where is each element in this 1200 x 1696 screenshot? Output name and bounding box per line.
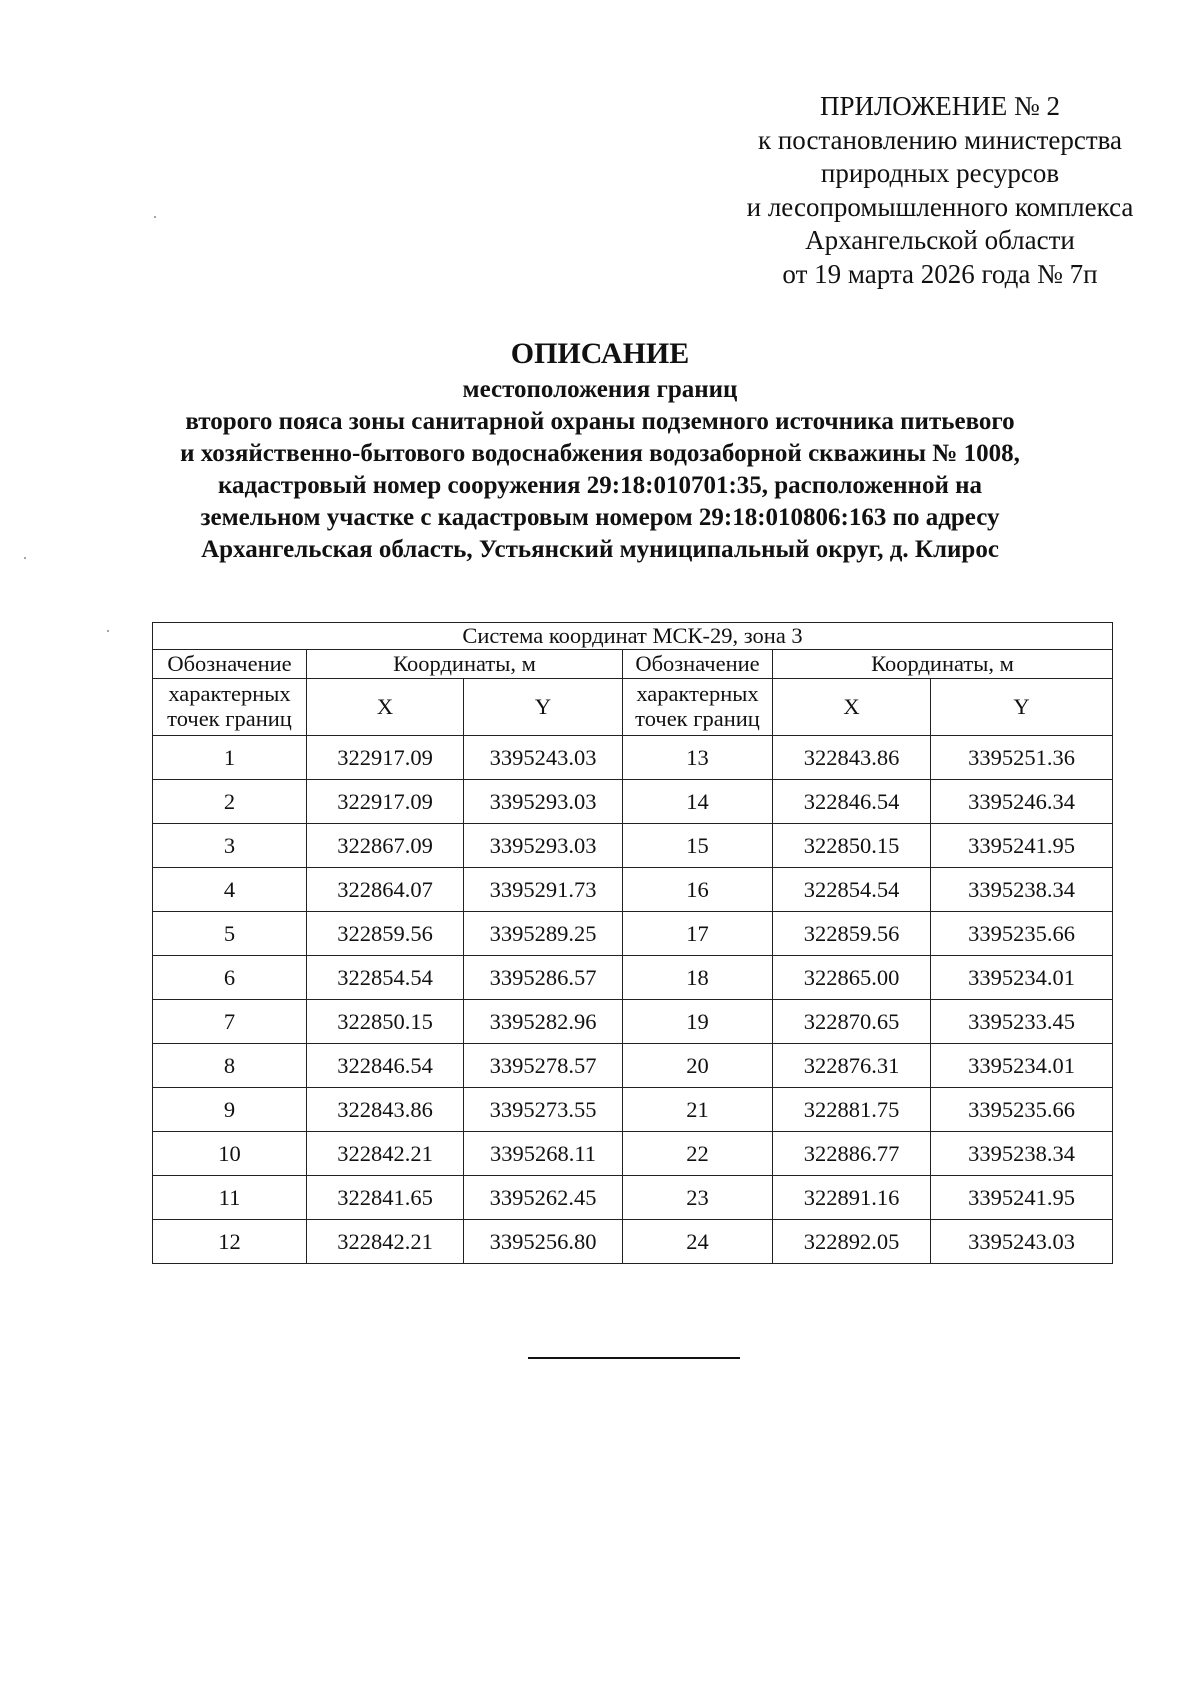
y-coordinate-cell: 3395289.25 <box>464 912 623 956</box>
point-number-cell: 17 <box>623 912 773 956</box>
y-coordinate-cell: 3395278.57 <box>464 1044 623 1088</box>
document-heading <box>80 336 1120 566</box>
point-number-cell: 2 <box>153 780 307 824</box>
coordinates-header-left: Координаты, м <box>307 650 623 679</box>
x-coordinate-cell: 322843.86 <box>307 1088 464 1132</box>
point-number-cell: 7 <box>153 1000 307 1044</box>
point-label-line: характерных <box>636 681 759 706</box>
point-number-cell: 4 <box>153 868 307 912</box>
coordinates-table <box>152 622 1113 1264</box>
point-number-cell: 15 <box>623 824 773 868</box>
document-title: ОПИСАНИЕ <box>510 337 690 370</box>
appendix-line: и лесопромышленного комплекса <box>746 191 1134 222</box>
point-number-cell: 12 <box>153 1220 307 1264</box>
table-row <box>153 1000 1113 1044</box>
y-coordinate-cell: 3395235.66 <box>931 1088 1113 1132</box>
table-row <box>153 956 1113 1000</box>
scan-speck <box>24 557 26 559</box>
table-row <box>153 780 1113 824</box>
x-coordinate-cell: 322854.54 <box>773 868 931 912</box>
y-coordinate-cell: 3395233.45 <box>931 1000 1113 1044</box>
y-coordinate-cell: 3395238.34 <box>931 1132 1113 1176</box>
heading-line: второго пояса зоны санитарной охраны подземного источника питьевого <box>185 408 1015 435</box>
appendix-title: ПРИЛОЖЕНИЕ № 2 <box>819 91 1061 121</box>
point-label-line: точек границ <box>167 706 292 731</box>
point-number-cell: 3 <box>153 824 307 868</box>
y-coordinate-cell: 3395256.80 <box>464 1220 623 1264</box>
point-number-cell: 5 <box>153 912 307 956</box>
coordinates-header-right: Координаты, м <box>773 650 1113 679</box>
x-coordinate-cell: 322842.21 <box>307 1220 464 1264</box>
closing-rule <box>528 1357 740 1359</box>
table-row <box>153 1044 1113 1088</box>
point-number-cell: 11 <box>153 1176 307 1220</box>
coordinates-table-body <box>153 736 1113 1264</box>
scan-speck <box>154 216 156 218</box>
point-label-subheader-left <box>153 679 307 736</box>
point-number-cell: 14 <box>623 780 773 824</box>
x-coordinate-cell: 322886.77 <box>773 1132 931 1176</box>
x-coordinate-cell: 322865.00 <box>773 956 931 1000</box>
y-coordinate-cell: 3395268.11 <box>464 1132 623 1176</box>
x-coordinate-cell: 322850.15 <box>307 1000 464 1044</box>
coordinate-system-header: Система координат МСК-29, зона 3 <box>153 623 1113 650</box>
x-coordinate-cell: 322843.86 <box>773 736 931 780</box>
y-header-left: Y <box>464 679 623 736</box>
y-coordinate-cell: 3395243.03 <box>931 1220 1113 1264</box>
y-coordinate-cell: 3395234.01 <box>931 956 1113 1000</box>
point-label-subheader-right <box>623 679 773 736</box>
point-number-cell: 22 <box>623 1132 773 1176</box>
point-number-cell: 16 <box>623 868 773 912</box>
table-row <box>153 1132 1113 1176</box>
point-number-cell: 19 <box>623 1000 773 1044</box>
y-coordinate-cell: 3395293.03 <box>464 824 623 868</box>
y-header-right: Y <box>931 679 1113 736</box>
appendix-line: Архангельской области <box>805 225 1075 255</box>
x-coordinate-cell: 322917.09 <box>307 780 464 824</box>
point-number-cell: 23 <box>623 1176 773 1220</box>
y-coordinate-cell: 3395234.01 <box>931 1044 1113 1088</box>
table-row <box>153 1176 1113 1220</box>
appendix-date-line: от 19 марта 2026 года № 7п <box>782 258 1098 289</box>
x-coordinate-cell: 322841.65 <box>307 1176 464 1220</box>
x-coordinate-cell: 322891.16 <box>773 1176 931 1220</box>
y-coordinate-cell: 3395286.57 <box>464 956 623 1000</box>
x-header-left: X <box>307 679 464 736</box>
point-number-cell: 9 <box>153 1088 307 1132</box>
x-coordinate-cell: 322917.09 <box>307 736 464 780</box>
y-coordinate-cell: 3395246.34 <box>931 780 1113 824</box>
x-coordinate-cell: 322859.56 <box>773 912 931 956</box>
table-row <box>153 736 1113 780</box>
heading-line: Архангельская область, Устьянский муниципальный округ, д. Клирос <box>201 536 999 563</box>
point-number-cell: 18 <box>623 956 773 1000</box>
scan-speck <box>107 630 109 632</box>
y-coordinate-cell: 3395251.36 <box>931 736 1113 780</box>
x-coordinate-cell: 322892.05 <box>773 1220 931 1264</box>
x-coordinate-cell: 322876.31 <box>773 1044 931 1088</box>
y-coordinate-cell: 3395238.34 <box>931 868 1113 912</box>
y-coordinate-cell: 3395235.66 <box>931 912 1113 956</box>
y-coordinate-cell: 3395291.73 <box>464 868 623 912</box>
appendix-block <box>720 90 1160 291</box>
table-row <box>153 912 1113 956</box>
heading-line: земельном участке с кадастровым номером 29:18:010806:163 по адресу <box>200 504 1000 531</box>
x-coordinate-cell: 322854.54 <box>307 956 464 1000</box>
point-number-cell: 8 <box>153 1044 307 1088</box>
x-coordinate-cell: 322850.15 <box>773 824 931 868</box>
heading-line: и хозяйственно-бытового водоснабжения водозаборной скважины № 1008, <box>180 440 1020 467</box>
y-coordinate-cell: 3395282.96 <box>464 1000 623 1044</box>
table-row <box>153 1220 1113 1264</box>
y-coordinate-cell: 3395241.95 <box>931 1176 1113 1220</box>
x-coordinate-cell: 322870.65 <box>773 1000 931 1044</box>
point-number-cell: 13 <box>623 736 773 780</box>
x-coordinate-cell: 322881.75 <box>773 1088 931 1132</box>
y-coordinate-cell: 3395243.03 <box>464 736 623 780</box>
x-coordinate-cell: 322864.07 <box>307 868 464 912</box>
x-coordinate-cell: 322846.54 <box>773 780 931 824</box>
x-coordinate-cell: 322859.56 <box>307 912 464 956</box>
appendix-line: к постановлению министерства <box>757 124 1123 155</box>
point-label-line: характерных <box>168 681 291 706</box>
y-coordinate-cell: 3395241.95 <box>931 824 1113 868</box>
point-label-line: точек границ <box>635 706 760 731</box>
point-number-cell: 21 <box>623 1088 773 1132</box>
x-header-right: X <box>773 679 931 736</box>
table-row <box>153 1088 1113 1132</box>
point-label-header-right: Обозначение <box>623 650 773 679</box>
y-coordinate-cell: 3395262.45 <box>464 1176 623 1220</box>
point-number-cell: 6 <box>153 956 307 1000</box>
heading-line: кадастровый номер сооружения 29:18:010701:35, расположенной на <box>217 472 983 499</box>
point-number-cell: 24 <box>623 1220 773 1264</box>
table-row <box>153 824 1113 868</box>
x-coordinate-cell: 322867.09 <box>307 824 464 868</box>
y-coordinate-cell: 3395273.55 <box>464 1088 623 1132</box>
point-label-header-left: Обозначение <box>153 650 307 679</box>
point-number-cell: 20 <box>623 1044 773 1088</box>
heading-line: местоположения границ <box>462 376 738 403</box>
y-coordinate-cell: 3395293.03 <box>464 780 623 824</box>
appendix-line: природных ресурсов <box>820 158 1060 188</box>
point-number-cell: 10 <box>153 1132 307 1176</box>
x-coordinate-cell: 322846.54 <box>307 1044 464 1088</box>
table-row <box>153 868 1113 912</box>
x-coordinate-cell: 322842.21 <box>307 1132 464 1176</box>
point-number-cell: 1 <box>153 736 307 780</box>
